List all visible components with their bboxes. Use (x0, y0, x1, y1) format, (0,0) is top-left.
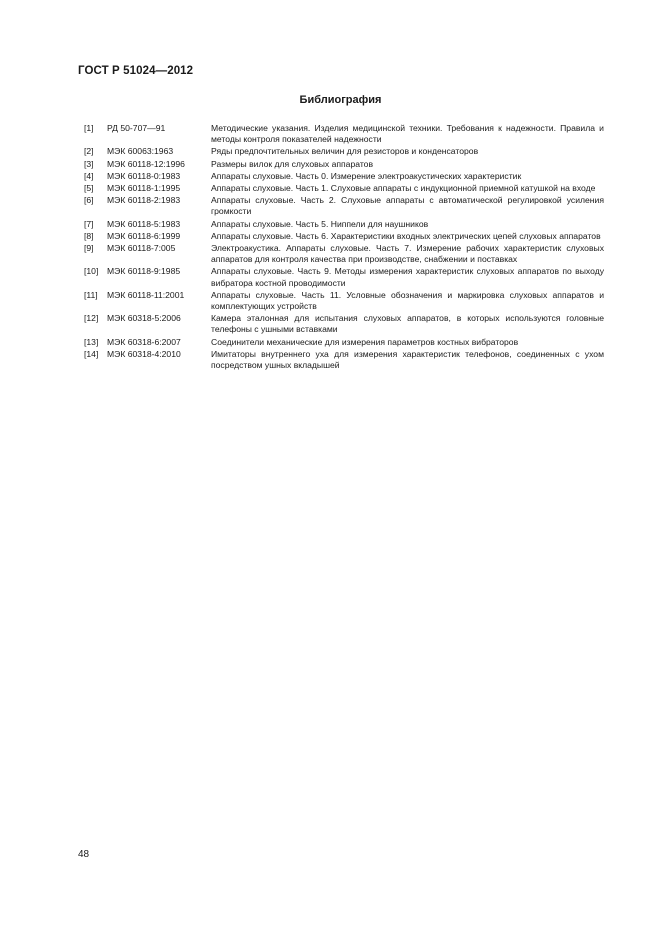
bibliography-entry (84, 266, 604, 288)
entry-code: МЭК 60063:1963 (107, 146, 174, 157)
entry-description: Аппараты слуховые. Часть 0. Измерение электроакустических характеристик (211, 170, 522, 181)
entry-code: РД 50-707—91 (107, 123, 166, 133)
entry-number: [7] (84, 218, 94, 229)
bibliography-entry (84, 290, 604, 312)
document-header: ГОСТ Р 51024—2012 (78, 65, 194, 77)
entry-description: Соединители механические для измерения параметров костных вибраторов (211, 336, 519, 347)
bibliography-entry (84, 171, 604, 182)
entry-description: Электроакустика. Аппараты слуховые. Часть 7. Измерение рабочих характеристик слуховых аппаратов для контроля качества при производстве, снабжении и поставках (211, 243, 604, 265)
entry-number: [8] (84, 230, 94, 241)
bibliography-entry (84, 219, 604, 230)
bibliography-entry (84, 313, 604, 335)
entry-number: [4] (84, 170, 94, 181)
entry-code: МЭК 60118-12:1996 (107, 158, 185, 169)
entry-number: [6] (84, 195, 94, 206)
entry-number: [13] (84, 336, 99, 347)
entry-number: [10] (84, 266, 99, 277)
entry-number: [3] (84, 158, 94, 169)
bibliography-entry (84, 159, 604, 170)
entry-description: Аппараты слуховые. Часть 5. Ниппели для наушников (211, 218, 429, 229)
entry-code: МЭК 60318-6:2007 (107, 336, 181, 347)
entry-description: Имитаторы внутреннего уха для измерения характеристик телефонов, соединенных с ухом посредством ушных вкладышей (211, 348, 604, 371)
bibliography-entry (84, 123, 604, 145)
bibliography-entry (84, 243, 604, 265)
entry-description: Камера эталонная для испытания слуховых аппаратов, в которых используются головные телефоны с ушными вставками (211, 313, 604, 335)
entry-number: [2] (84, 146, 94, 157)
bibliography-entry (84, 349, 604, 371)
entry-code: МЭК 60118-2:1983 (107, 195, 181, 206)
entry-code: МЭК 60118-5:1983 (107, 218, 181, 229)
entry-description: Аппараты слуховые. Часть 2. Слуховые аппараты с автоматической регулировкой усиления громкости (211, 195, 604, 217)
entry-number: [5] (84, 183, 94, 194)
entry-description: Аппараты слуховые. Часть 1. Слуховые аппараты с индукционной приемной катушкой на входе (211, 183, 596, 194)
entry-number: [11] (84, 289, 98, 300)
entry-number: [9] (84, 243, 94, 254)
entry-description: Аппараты слуховые. Часть 11. Условные обозначения и маркировка слуховых аппаратов и комплектующих устройств (211, 289, 604, 312)
entry-description: Размеры вилок для слуховых аппаратов (211, 158, 374, 169)
entry-code: МЭК 60318-5:2006 (107, 313, 181, 324)
entry-number: [12] (84, 313, 99, 324)
bibliography-entry (84, 146, 604, 157)
entry-number: [14] (84, 348, 99, 359)
page-number: 48 (78, 849, 90, 860)
entry-number: [1] (84, 123, 94, 133)
entry-code: МЭК 60118-1:1995 (107, 183, 181, 194)
entry-code: МЭК 60118-9:1985 (107, 266, 181, 277)
entry-code: МЭК 60118-11:2001 (107, 289, 185, 300)
entry-code: МЭК 60318-4:2010 (107, 348, 181, 359)
bibliography-entry (84, 183, 604, 194)
bibliography-entry (84, 195, 604, 217)
entry-description: Аппараты слуховые. Часть 9. Методы измерения характеристик слуховых аппаратов по выходу вибратора костной проводимости (211, 266, 604, 288)
entry-code: МЭК 60118-0:1983 (107, 170, 181, 181)
entry-description: Аппараты слуховые. Часть 6. Характеристики входных электрических цепей слуховых аппаратов (211, 230, 601, 241)
bibliography-entry (84, 231, 604, 242)
entry-code: МЭК 60118-6:1999 (107, 230, 181, 241)
bibliography-list (84, 123, 604, 372)
entry-description: Методические указания. Изделия медицинской техники. Требования к надежности. Правила и методы контроля показателей надежности (211, 123, 604, 145)
section-title: Библиография (299, 94, 382, 106)
entry-description: Ряды предпочтительных величин для резисторов и конденсаторов (211, 146, 479, 157)
entry-code: МЭК 60118-7:005 (107, 243, 176, 254)
bibliography-entry (84, 337, 604, 348)
